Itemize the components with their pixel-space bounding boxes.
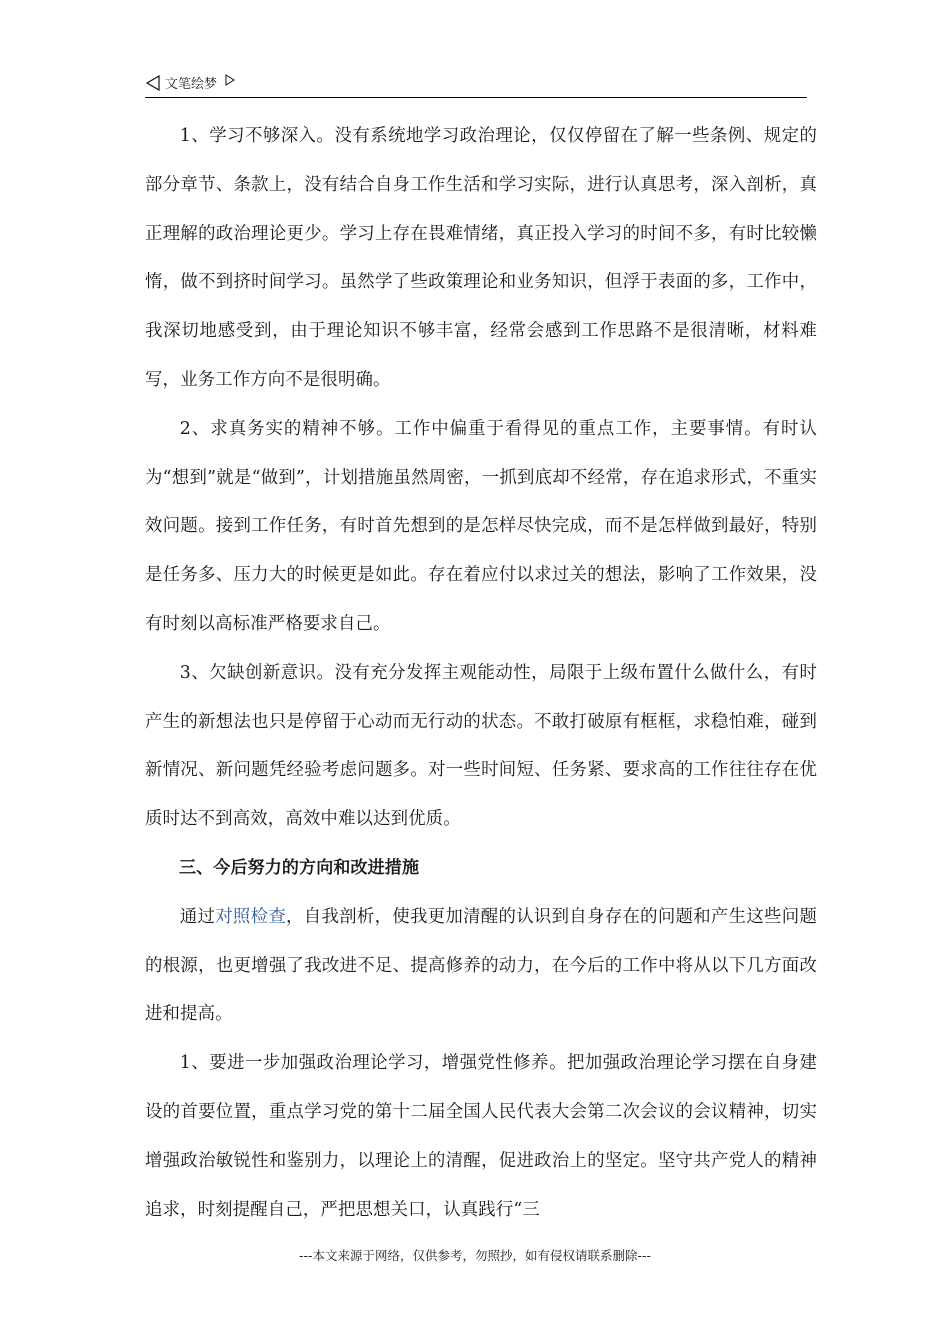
page-header xyxy=(145,72,807,98)
inspection-link[interactable]: 对照检查 xyxy=(215,906,287,927)
paragraph-2: 2、求真务实的精神不够。工作中偏重于看得见的重点工作，主要事情。有时认为“想到”就是“做到”，计划措施虽然周密，一抓到底却不经常，存在追求形式，不重实效问题。接到工作任务，有时首先想到的是怎样尽快完成，而不是怎样做到最好，特别是任务多、压力大的时候更是如此。存在着应付以求过关的想法，影响了工作效果，没有时刻以高标准严格要求自己。 xyxy=(145,418,817,634)
triangle-right-outline-icon xyxy=(225,74,235,86)
paragraph-3: 3、欠缺创新意识。没有充分发挥主观能动性，局限于上级布置什么做什么，有时产生的新想法也只是停留于心动而无行动的状态。不敢打破原有框框，求稳怕难，碰到新情况、新问题凭经验考虑问题多。对一些时间短、任务紧、要求高的工作往往存在优质时达不到高效，高效中难以达到优质。 xyxy=(145,662,817,830)
intro-paragraph xyxy=(145,893,817,1039)
header-brand: 文笔绘梦 xyxy=(165,77,218,92)
page-footer: ---本文来源于网络，仅供参考，勿照抄，如有侵权请联系删除--- xyxy=(298,1248,652,1263)
document-body xyxy=(145,112,817,1234)
section-heading: 三、今后努力的方向和改进措施 xyxy=(179,857,420,878)
paragraph-final: 1、要进一步加强政治理论学习，增强党性修养。把加强政治理论学习摆在自身建设的首要位置，重点学习党的第十二届全国人民代表大会第二次会议的会议精神，切实增强政治敏锐性和鉴别力，以理论上的清醒，促进政治上的坚定。坚守共产党人的精神追求，时刻提醒自己，严把思想关口，认真践行“三 xyxy=(145,1053,817,1220)
intro-text-after: ，自我剖析，使我更加清醒的认识到自身存在的问题和产生这些问题的根源，也更增强了我改进不足、提高修养的动力，在今后的工作中将从以下几方面改进和提高。 xyxy=(145,906,817,1025)
intro-text-before: 通过 xyxy=(179,906,216,927)
triangle-left-outline-icon xyxy=(145,75,161,91)
paragraph-1: 1、学习不够深入。没有系统地学习政治理论，仅仅停留在了解一些条例、规定的部分章节、条款上，没有结合自身工作生活和学习实际，进行认真思考，深入剖析，真正理解的政治理论更少。学习上存在畏难情绪，真正投入学习的时间不多，有时比较懒惰，做不到挤时间学习。虽然学了些政策理论和业务知识，但浮于表面的多，工作中，我深切地感受到，由于理论知识不够丰富，经常会感到工作思路不是很清晰，材料难写，业务工作方向不是很明确。 xyxy=(145,126,817,390)
